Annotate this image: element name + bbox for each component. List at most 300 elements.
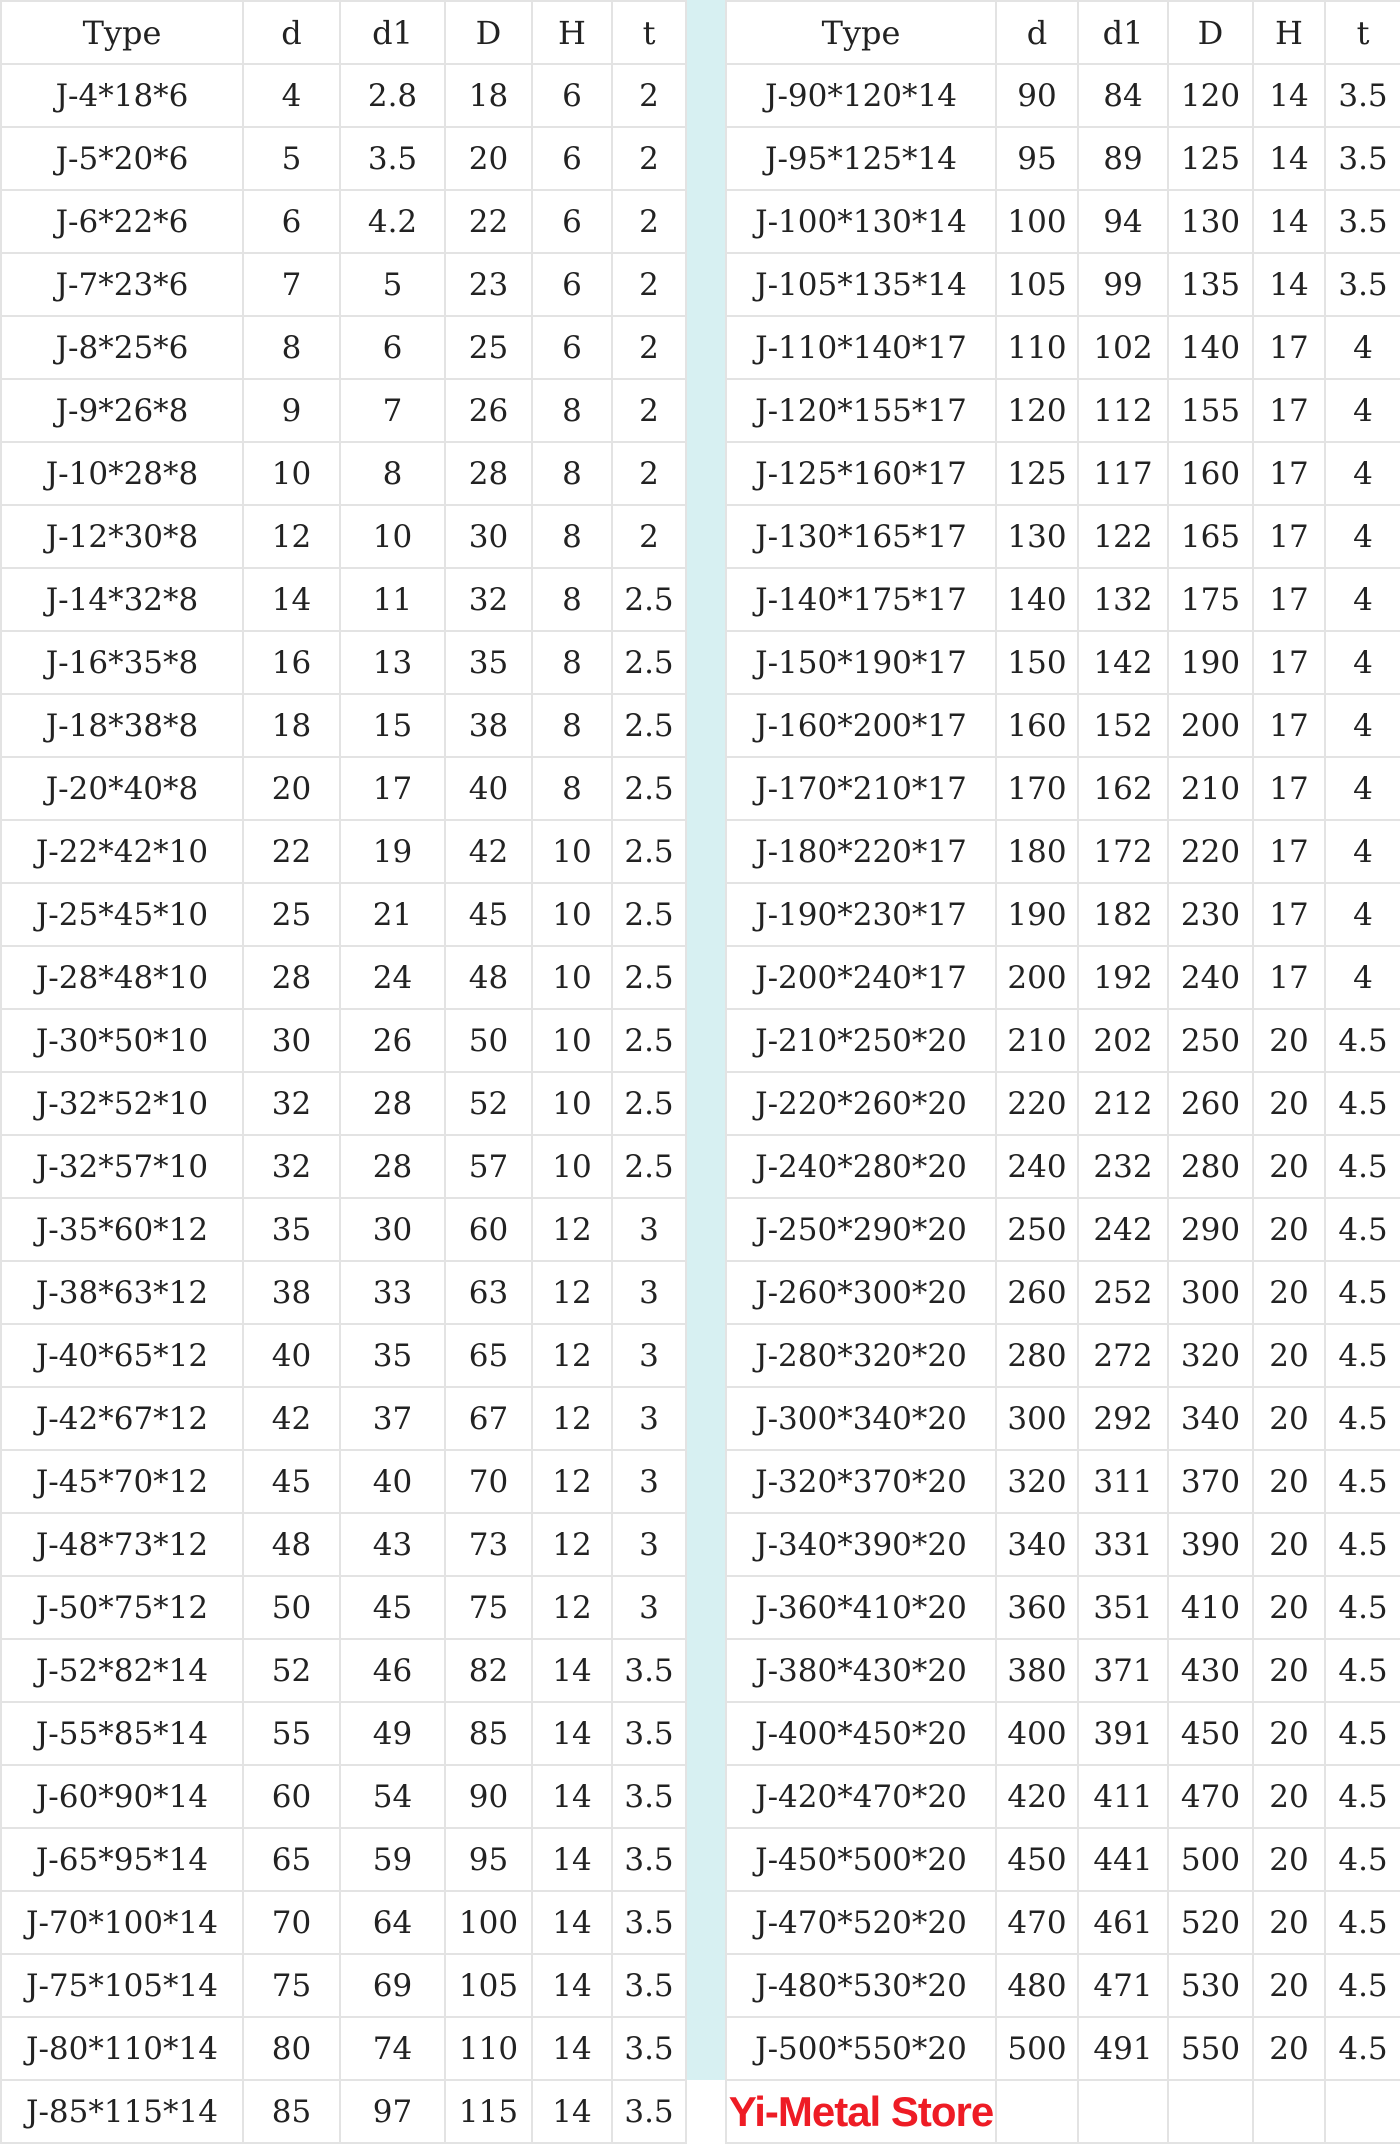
cell-D: 60 bbox=[445, 1198, 532, 1261]
cell-t: 2.5 bbox=[612, 946, 686, 1009]
cell-d: 450 bbox=[996, 1828, 1078, 1891]
cell-d: 360 bbox=[996, 1576, 1078, 1639]
cell-d1: 46 bbox=[340, 1639, 445, 1702]
table-row bbox=[1, 883, 686, 946]
cell-D: 115 bbox=[445, 2080, 532, 2143]
cell-d: 120 bbox=[996, 379, 1078, 442]
cell-d1: 3.5 bbox=[340, 127, 445, 190]
cell-t: 4.5 bbox=[1325, 1765, 1400, 1828]
table-row bbox=[726, 757, 1400, 820]
cell-D: 240 bbox=[1168, 946, 1253, 1009]
cell-D: 130 bbox=[1168, 190, 1253, 253]
cell-d: 9 bbox=[243, 379, 340, 442]
cell-d: 30 bbox=[243, 1009, 340, 1072]
cell-H: 14 bbox=[532, 1828, 612, 1891]
cell-type: J-105*135*14 bbox=[726, 253, 996, 316]
cell-D: 82 bbox=[445, 1639, 532, 1702]
cell-type: J-32*57*10 bbox=[1, 1135, 243, 1198]
cell-type: J-150*190*17 bbox=[726, 631, 996, 694]
cell-H: 12 bbox=[532, 1576, 612, 1639]
cell-type: J-160*200*17 bbox=[726, 694, 996, 757]
cell-D: 470 bbox=[1168, 1765, 1253, 1828]
cell-type: J-220*260*20 bbox=[726, 1072, 996, 1135]
cell-H: 6 bbox=[532, 190, 612, 253]
cell-d: 105 bbox=[996, 253, 1078, 316]
cell-type: J-38*63*12 bbox=[1, 1261, 243, 1324]
cell-H: 20 bbox=[1253, 1450, 1325, 1513]
cell-d: 95 bbox=[996, 127, 1078, 190]
cell-type: J-55*85*14 bbox=[1, 1702, 243, 1765]
cell-d1: 21 bbox=[340, 883, 445, 946]
cell-type: J-9*26*8 bbox=[1, 379, 243, 442]
cell-d: 210 bbox=[996, 1009, 1078, 1072]
cell-t: 2.5 bbox=[612, 1135, 686, 1198]
table-row bbox=[1, 379, 686, 442]
table-row bbox=[1, 127, 686, 190]
cell-d1: 311 bbox=[1078, 1450, 1168, 1513]
cell-t: 3 bbox=[612, 1261, 686, 1324]
cell-D: 30 bbox=[445, 505, 532, 568]
cell-type: J-470*520*20 bbox=[726, 1891, 996, 1954]
table-row bbox=[726, 694, 1400, 757]
cell-type: J-170*210*17 bbox=[726, 757, 996, 820]
cell-H: 10 bbox=[532, 820, 612, 883]
cell-type: J-25*45*10 bbox=[1, 883, 243, 946]
cell-d1: 43 bbox=[340, 1513, 445, 1576]
cell-d1: 461 bbox=[1078, 1891, 1168, 1954]
table-row bbox=[726, 442, 1400, 505]
cell-t: 2 bbox=[612, 190, 686, 253]
cell-D: 35 bbox=[445, 631, 532, 694]
cell-d1: 28 bbox=[340, 1072, 445, 1135]
cell-D: 105 bbox=[445, 1954, 532, 2017]
cell-t: 2.5 bbox=[612, 1009, 686, 1072]
table-row bbox=[1, 2017, 686, 2080]
cell-H: 12 bbox=[532, 1198, 612, 1261]
cell-d1: 391 bbox=[1078, 1702, 1168, 1765]
cell-d1: 7 bbox=[340, 379, 445, 442]
cell-t: 2.5 bbox=[612, 883, 686, 946]
cell-d1: 351 bbox=[1078, 1576, 1168, 1639]
cell-D: 450 bbox=[1168, 1702, 1253, 1765]
cell-type: J-500*550*20 bbox=[726, 2017, 996, 2080]
cell-D: 520 bbox=[1168, 1891, 1253, 1954]
cell-d: 300 bbox=[996, 1387, 1078, 1450]
cell-d1: 162 bbox=[1078, 757, 1168, 820]
table-body-right bbox=[726, 64, 1400, 2143]
cell-t: 2.5 bbox=[612, 1072, 686, 1135]
cell-H: 17 bbox=[1253, 757, 1325, 820]
cell-D: 110 bbox=[445, 2017, 532, 2080]
cell-d1: 242 bbox=[1078, 1198, 1168, 1261]
cell-d1: 17 bbox=[340, 757, 445, 820]
table-row bbox=[1, 946, 686, 1009]
cell-d1: 212 bbox=[1078, 1072, 1168, 1135]
cell-d: 60 bbox=[243, 1765, 340, 1828]
cell-t: 4.5 bbox=[1325, 1324, 1400, 1387]
cell-D: 67 bbox=[445, 1387, 532, 1450]
header-d1: d1 bbox=[1078, 1, 1168, 64]
cell-d1: 292 bbox=[1078, 1387, 1168, 1450]
cell-t: 4.5 bbox=[1325, 1891, 1400, 1954]
cell-d: 20 bbox=[243, 757, 340, 820]
cell-D: 90 bbox=[445, 1765, 532, 1828]
cell-type: J-240*280*20 bbox=[726, 1135, 996, 1198]
cell-type: J-130*165*17 bbox=[726, 505, 996, 568]
cell-d1: 122 bbox=[1078, 505, 1168, 568]
cell-t: 4.5 bbox=[1325, 1828, 1400, 1891]
cell-H: 20 bbox=[1253, 1513, 1325, 1576]
store-watermark: Yi-Metal Store bbox=[728, 2087, 994, 2135]
cell-d1: 64 bbox=[340, 1891, 445, 1954]
cell-d1: 182 bbox=[1078, 883, 1168, 946]
table-row bbox=[1, 190, 686, 253]
cell-d1: 2.8 bbox=[340, 64, 445, 127]
cell-H: 6 bbox=[532, 127, 612, 190]
cell-t: 4 bbox=[1325, 631, 1400, 694]
cell-H: 20 bbox=[1253, 1954, 1325, 2017]
header-d1: d1 bbox=[340, 1, 445, 64]
column-divider bbox=[685, 0, 725, 2080]
cell-d1: 45 bbox=[340, 1576, 445, 1639]
cell-d: 42 bbox=[243, 1387, 340, 1450]
table-row bbox=[726, 631, 1400, 694]
cell-H: 20 bbox=[1253, 1702, 1325, 1765]
cell-d: 65 bbox=[243, 1828, 340, 1891]
cell-d1: 40 bbox=[340, 1450, 445, 1513]
cell-D: 280 bbox=[1168, 1135, 1253, 1198]
cell-d1: 8 bbox=[340, 442, 445, 505]
cell-d: 8 bbox=[243, 316, 340, 379]
header-H: H bbox=[532, 1, 612, 64]
cell-t: 4.5 bbox=[1325, 1072, 1400, 1135]
table-row bbox=[726, 1198, 1400, 1261]
table-row bbox=[726, 1765, 1400, 1828]
table-row bbox=[726, 1450, 1400, 1513]
cell-H: 6 bbox=[532, 316, 612, 379]
cell-type: J-80*110*14 bbox=[1, 2017, 243, 2080]
cell-D: 20 bbox=[445, 127, 532, 190]
cell-d1: 192 bbox=[1078, 946, 1168, 1009]
cell-D: 40 bbox=[445, 757, 532, 820]
cell-d1: 74 bbox=[340, 2017, 445, 2080]
table-row bbox=[726, 883, 1400, 946]
cell-d: 180 bbox=[996, 820, 1078, 883]
cell-D: 370 bbox=[1168, 1450, 1253, 1513]
cell-t: 2 bbox=[612, 442, 686, 505]
cell-type: J-70*100*14 bbox=[1, 1891, 243, 1954]
cell-d: 380 bbox=[996, 1639, 1078, 1702]
table-row bbox=[726, 568, 1400, 631]
cell-H: 14 bbox=[532, 2080, 612, 2143]
cell-d1: 19 bbox=[340, 820, 445, 883]
cell-d: 16 bbox=[243, 631, 340, 694]
cell-t: 2.5 bbox=[612, 820, 686, 883]
cell-D: 190 bbox=[1168, 631, 1253, 694]
cell-type: J-28*48*10 bbox=[1, 946, 243, 1009]
cell-type: J-100*130*14 bbox=[726, 190, 996, 253]
cell-type: J-5*20*6 bbox=[1, 127, 243, 190]
spec-table-left bbox=[0, 0, 687, 2144]
cell-d1: 142 bbox=[1078, 631, 1168, 694]
cell-t: 2 bbox=[612, 379, 686, 442]
cell-t: 3.5 bbox=[1325, 127, 1400, 190]
cell-d1: 84 bbox=[1078, 64, 1168, 127]
header-type: Type bbox=[1, 1, 243, 64]
header-t: t bbox=[1325, 1, 1400, 64]
cell-d1: 491 bbox=[1078, 2017, 1168, 2080]
cell-D: 290 bbox=[1168, 1198, 1253, 1261]
cell-D: 95 bbox=[445, 1828, 532, 1891]
cell-H: 14 bbox=[1253, 190, 1325, 253]
cell-d: 52 bbox=[243, 1639, 340, 1702]
cell-D: 430 bbox=[1168, 1639, 1253, 1702]
cell-d1: 6 bbox=[340, 316, 445, 379]
cell-D: 75 bbox=[445, 1576, 532, 1639]
cell-t: 3.5 bbox=[612, 1639, 686, 1702]
cell-d1: 117 bbox=[1078, 442, 1168, 505]
table-row bbox=[1, 820, 686, 883]
cell-D: 125 bbox=[1168, 127, 1253, 190]
cell-H: 6 bbox=[532, 64, 612, 127]
empty-cell bbox=[996, 2080, 1078, 2143]
cell-type: J-300*340*20 bbox=[726, 1387, 996, 1450]
table-row bbox=[1, 1891, 686, 1954]
cell-H: 8 bbox=[532, 505, 612, 568]
cell-t: 3 bbox=[612, 1450, 686, 1513]
cell-t: 2 bbox=[612, 316, 686, 379]
cell-d: 12 bbox=[243, 505, 340, 568]
table-row bbox=[726, 127, 1400, 190]
cell-d1: 172 bbox=[1078, 820, 1168, 883]
cell-d: 470 bbox=[996, 1891, 1078, 1954]
cell-t: 3.5 bbox=[1325, 253, 1400, 316]
cell-d1: 59 bbox=[340, 1828, 445, 1891]
cell-type: J-320*370*20 bbox=[726, 1450, 996, 1513]
cell-D: 165 bbox=[1168, 505, 1253, 568]
cell-H: 10 bbox=[532, 883, 612, 946]
cell-D: 160 bbox=[1168, 442, 1253, 505]
cell-type: J-52*82*14 bbox=[1, 1639, 243, 1702]
table-row bbox=[726, 1828, 1400, 1891]
cell-H: 12 bbox=[532, 1513, 612, 1576]
cell-D: 220 bbox=[1168, 820, 1253, 883]
cell-D: 140 bbox=[1168, 316, 1253, 379]
cell-type: J-420*470*20 bbox=[726, 1765, 996, 1828]
cell-t: 3.5 bbox=[1325, 64, 1400, 127]
table-row bbox=[726, 1954, 1400, 2017]
cell-d1: 49 bbox=[340, 1702, 445, 1765]
cell-H: 20 bbox=[1253, 2017, 1325, 2080]
cell-d: 18 bbox=[243, 694, 340, 757]
cell-type: J-260*300*20 bbox=[726, 1261, 996, 1324]
cell-d1: 102 bbox=[1078, 316, 1168, 379]
cell-d: 14 bbox=[243, 568, 340, 631]
cell-type: J-250*290*20 bbox=[726, 1198, 996, 1261]
cell-H: 8 bbox=[532, 757, 612, 820]
cell-d: 38 bbox=[243, 1261, 340, 1324]
cell-d: 6 bbox=[243, 190, 340, 253]
cell-H: 14 bbox=[532, 1891, 612, 1954]
cell-type: J-110*140*17 bbox=[726, 316, 996, 379]
cell-H: 12 bbox=[532, 1324, 612, 1387]
cell-d1: 13 bbox=[340, 631, 445, 694]
table-row bbox=[1, 253, 686, 316]
cell-d1: 99 bbox=[1078, 253, 1168, 316]
table-row bbox=[726, 2080, 1400, 2143]
cell-d1: 30 bbox=[340, 1198, 445, 1261]
cell-D: 175 bbox=[1168, 568, 1253, 631]
header-D: D bbox=[445, 1, 532, 64]
cell-D: 200 bbox=[1168, 694, 1253, 757]
table-row bbox=[726, 190, 1400, 253]
cell-D: 260 bbox=[1168, 1072, 1253, 1135]
cell-t: 3.5 bbox=[612, 2080, 686, 2143]
header-d: d bbox=[996, 1, 1078, 64]
cell-t: 3 bbox=[612, 1324, 686, 1387]
cell-t: 4.5 bbox=[1325, 1513, 1400, 1576]
cell-d1: 252 bbox=[1078, 1261, 1168, 1324]
cell-H: 10 bbox=[532, 946, 612, 1009]
table-row bbox=[1, 1261, 686, 1324]
cell-t: 4 bbox=[1325, 379, 1400, 442]
cell-d: 35 bbox=[243, 1198, 340, 1261]
table-row bbox=[726, 1009, 1400, 1072]
cell-t: 2.5 bbox=[612, 568, 686, 631]
cell-t: 3.5 bbox=[612, 1891, 686, 1954]
table-row bbox=[726, 1261, 1400, 1324]
cell-type: J-30*50*10 bbox=[1, 1009, 243, 1072]
table-row bbox=[1, 1765, 686, 1828]
empty-cell bbox=[1325, 2080, 1400, 2143]
cell-d1: 5 bbox=[340, 253, 445, 316]
cell-type: J-65*95*14 bbox=[1, 1828, 243, 1891]
cell-H: 20 bbox=[1253, 1261, 1325, 1324]
cell-d: 500 bbox=[996, 2017, 1078, 2080]
cell-t: 3 bbox=[612, 1576, 686, 1639]
cell-H: 17 bbox=[1253, 631, 1325, 694]
cell-d1: 331 bbox=[1078, 1513, 1168, 1576]
cell-t: 4 bbox=[1325, 694, 1400, 757]
cell-t: 4 bbox=[1325, 568, 1400, 631]
cell-D: 410 bbox=[1168, 1576, 1253, 1639]
cell-d: 7 bbox=[243, 253, 340, 316]
cell-type: J-6*22*6 bbox=[1, 190, 243, 253]
cell-type: J-85*115*14 bbox=[1, 2080, 243, 2143]
cell-d: 40 bbox=[243, 1324, 340, 1387]
cell-d: 110 bbox=[996, 316, 1078, 379]
cell-H: 20 bbox=[1253, 1198, 1325, 1261]
cell-d1: 152 bbox=[1078, 694, 1168, 757]
cell-d: 140 bbox=[996, 568, 1078, 631]
cell-d1: 54 bbox=[340, 1765, 445, 1828]
cell-d: 32 bbox=[243, 1072, 340, 1135]
cell-type: J-75*105*14 bbox=[1, 1954, 243, 2017]
cell-D: 45 bbox=[445, 883, 532, 946]
cell-D: 250 bbox=[1168, 1009, 1253, 1072]
cell-t: 4 bbox=[1325, 316, 1400, 379]
table-row bbox=[1, 1576, 686, 1639]
cell-D: 63 bbox=[445, 1261, 532, 1324]
cell-type: J-7*23*6 bbox=[1, 253, 243, 316]
cell-d: 200 bbox=[996, 946, 1078, 1009]
cell-D: 73 bbox=[445, 1513, 532, 1576]
cell-d: 125 bbox=[996, 442, 1078, 505]
cell-t: 2.5 bbox=[612, 757, 686, 820]
cell-type: J-50*75*12 bbox=[1, 1576, 243, 1639]
cell-type: J-35*60*12 bbox=[1, 1198, 243, 1261]
table-row bbox=[726, 1387, 1400, 1450]
cell-d: 320 bbox=[996, 1450, 1078, 1513]
cell-H: 20 bbox=[1253, 1324, 1325, 1387]
table-row bbox=[1, 1387, 686, 1450]
cell-type: J-140*175*17 bbox=[726, 568, 996, 631]
cell-type: J-42*67*12 bbox=[1, 1387, 243, 1450]
cell-d: 45 bbox=[243, 1450, 340, 1513]
table-row bbox=[726, 1072, 1400, 1135]
cell-t: 2 bbox=[612, 505, 686, 568]
cell-D: 530 bbox=[1168, 1954, 1253, 2017]
table-row bbox=[1, 757, 686, 820]
cell-H: 14 bbox=[532, 1765, 612, 1828]
table-row bbox=[726, 1639, 1400, 1702]
cell-t: 2 bbox=[612, 253, 686, 316]
cell-t: 4.5 bbox=[1325, 1387, 1400, 1450]
cell-H: 17 bbox=[1253, 694, 1325, 757]
cell-H: 8 bbox=[532, 379, 612, 442]
table-row bbox=[1, 1009, 686, 1072]
table-row bbox=[1, 1135, 686, 1198]
cell-type: J-380*430*20 bbox=[726, 1639, 996, 1702]
cell-d1: 371 bbox=[1078, 1639, 1168, 1702]
cell-H: 10 bbox=[532, 1072, 612, 1135]
cell-D: 300 bbox=[1168, 1261, 1253, 1324]
cell-H: 14 bbox=[1253, 253, 1325, 316]
cell-d: 190 bbox=[996, 883, 1078, 946]
cell-t: 2 bbox=[612, 64, 686, 127]
cell-d: 160 bbox=[996, 694, 1078, 757]
cell-t: 3.5 bbox=[1325, 190, 1400, 253]
table-row bbox=[1, 1324, 686, 1387]
cell-type: J-12*30*8 bbox=[1, 505, 243, 568]
cell-t: 4.5 bbox=[1325, 1702, 1400, 1765]
cell-d1: 441 bbox=[1078, 1828, 1168, 1891]
cell-d1: 89 bbox=[1078, 127, 1168, 190]
cell-type: J-280*320*20 bbox=[726, 1324, 996, 1387]
cell-d: 70 bbox=[243, 1891, 340, 1954]
cell-type: J-16*35*8 bbox=[1, 631, 243, 694]
cell-type: J-190*230*17 bbox=[726, 883, 996, 946]
table-row bbox=[1, 64, 686, 127]
empty-cell bbox=[1078, 2080, 1168, 2143]
cell-t: 3 bbox=[612, 1387, 686, 1450]
table-row bbox=[726, 379, 1400, 442]
cell-H: 20 bbox=[1253, 1828, 1325, 1891]
cell-d: 480 bbox=[996, 1954, 1078, 2017]
table-row bbox=[726, 1324, 1400, 1387]
cell-D: 550 bbox=[1168, 2017, 1253, 2080]
cell-d: 90 bbox=[996, 64, 1078, 127]
cell-d: 32 bbox=[243, 1135, 340, 1198]
cell-H: 10 bbox=[532, 1135, 612, 1198]
table-row bbox=[726, 946, 1400, 1009]
cell-H: 20 bbox=[1253, 1576, 1325, 1639]
cell-t: 3.5 bbox=[612, 1702, 686, 1765]
cell-d: 400 bbox=[996, 1702, 1078, 1765]
cell-type: J-40*65*12 bbox=[1, 1324, 243, 1387]
empty-cell bbox=[1168, 2080, 1253, 2143]
cell-D: 230 bbox=[1168, 883, 1253, 946]
